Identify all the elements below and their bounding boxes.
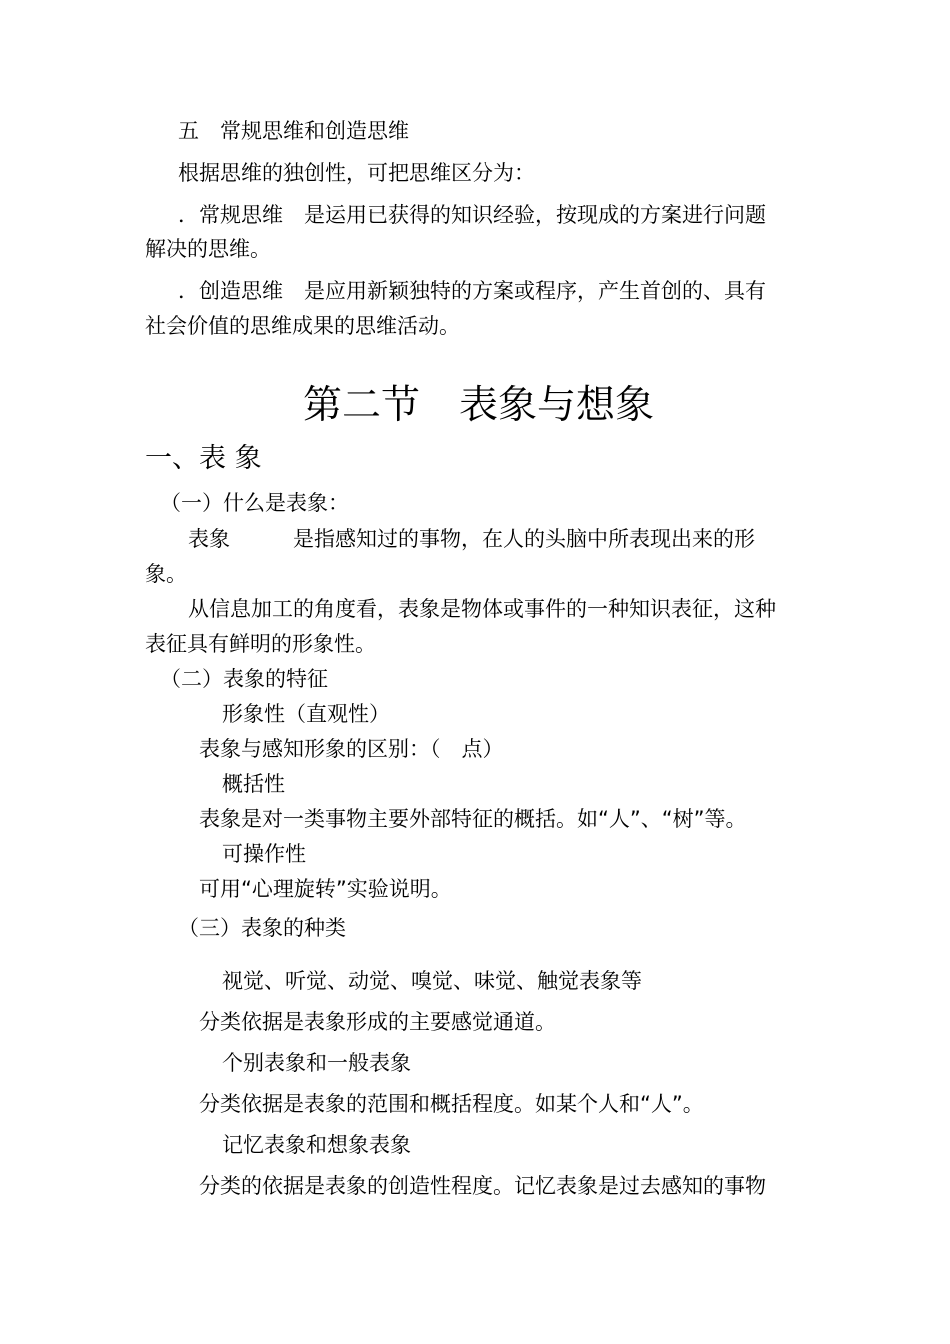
text-line: 视觉、听觉、动觉、嗅觉、味觉、触觉表象等 (222, 969, 642, 993)
text-line: 社会价值的思维成果的思维活动。 (145, 314, 460, 338)
text-line: 表征具有鲜明的形象性。 (145, 632, 376, 656)
text-line: 从信息加工的角度看，表象是物体或事件的一种知识表征，这种 (188, 597, 776, 621)
text-line: 表象是对一类事物主要外部特征的概括。如“人”、“树”等。 (199, 807, 747, 831)
text-line: 概括性 (222, 772, 285, 796)
text-line: 根据思维的独创性，可把思维区分为： (178, 161, 535, 185)
subheading: （三）表象的种类 (178, 916, 346, 940)
text-line: 记忆表象和想象表象 (222, 1133, 411, 1157)
text-line: 个别表象和一般表象 (222, 1051, 411, 1075)
subheading: （二）表象的特征 (160, 667, 328, 691)
text-line: ．创造思维 是应用新颖独特的方案或程序，产生首创的、具有 (178, 279, 766, 303)
text-line: 分类的依据是表象的创造性程度。记忆表象是过去感知的事物 (199, 1174, 766, 1198)
text-line: 可用“心理旋转”实验说明。 (199, 877, 452, 901)
text-line: 可操作性 (222, 842, 306, 866)
text-line: 分类依据是表象形成的主要感觉通道。 (199, 1010, 556, 1034)
text-line: 象。 (145, 562, 187, 586)
text-line: 分类依据是表象的范围和概括程度。如某个人和“人”。 (199, 1092, 704, 1116)
text-line: 表象与感知形象的区别：（ 点） (199, 737, 504, 761)
subsection-heading-5: 五 常规思维和创造思维 (178, 119, 409, 143)
heading-1: 一、表 象 (145, 443, 262, 474)
text-line: 表象 是指感知过的事物，在人的头脑中所表现出来的形 (188, 527, 755, 551)
text-line: 形象性（直观性） (222, 702, 390, 726)
section-title: 第二节 表象与想象 (303, 383, 655, 428)
subheading: （一）什么是表象： (160, 491, 349, 515)
text-line: ．常规思维 是运用已获得的知识经验，按现成的方案进行问题 (178, 203, 766, 227)
text-line: 解决的思维。 (145, 237, 271, 261)
